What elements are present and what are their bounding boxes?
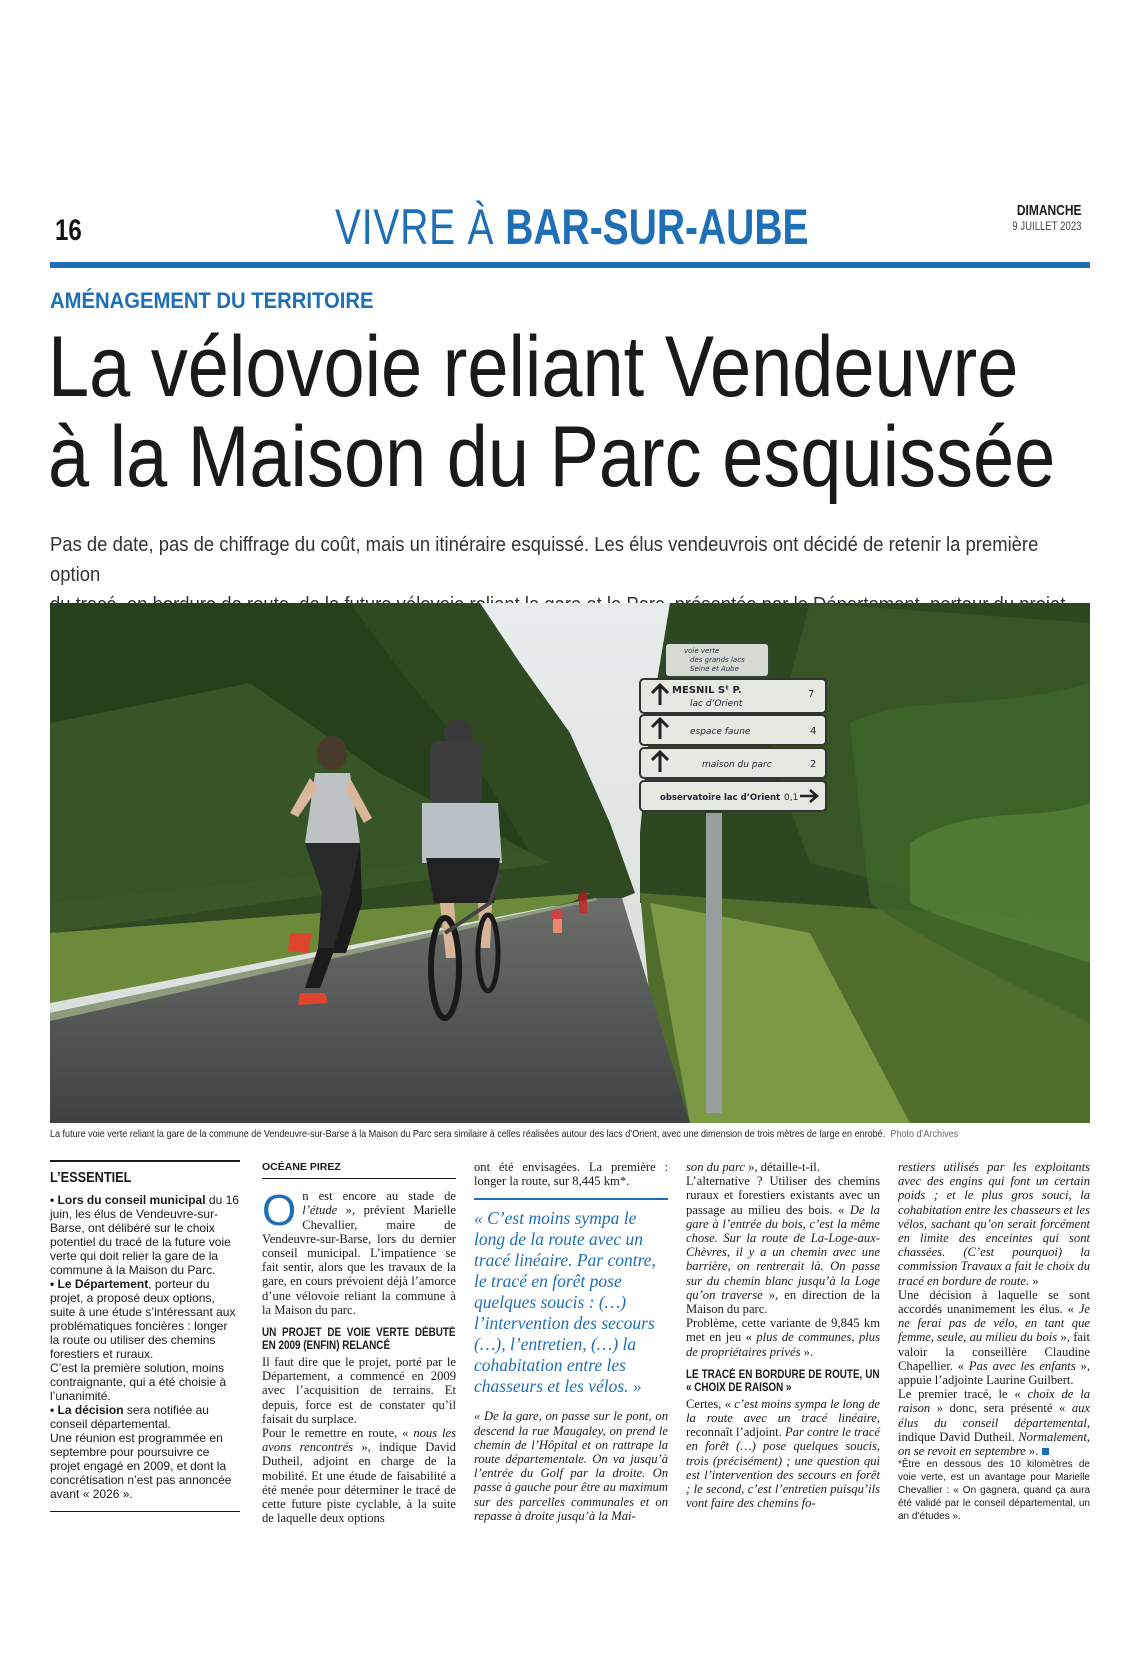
headline-line-2: à la Maison du Parc esquissée bbox=[48, 409, 1056, 505]
col4-p4-it2: Par contre le tracé en forêt (…) pose quelques soucis, trois (précisément) ; une question qui est l’intervention des secours en forêt ; le second, c’est l’entretien puisqu’ils vont faire des chemins fo- bbox=[686, 1425, 881, 1511]
sign-4-label: observatoire lac d’Orient bbox=[660, 793, 781, 803]
section-title bbox=[335, 199, 809, 255]
end-mark-icon bbox=[1042, 1448, 1049, 1455]
col4-p3-it: plus de communes, plus de propriétaires privés bbox=[686, 1330, 880, 1359]
article-column-3 bbox=[474, 1160, 668, 1523]
bullet-3-text: sera notifiée au conseil départemental. bbox=[50, 1403, 209, 1432]
drop-cap: O bbox=[262, 1186, 297, 1236]
col2-subhead: UN PROJET DE VOIE VERTE DÉBUTÉ EN 2009 (ENFIN) RELANCÉ bbox=[262, 1327, 456, 1353]
article-column-4 bbox=[686, 1160, 880, 1510]
col5-p3-c: , indique David Dutheil. bbox=[898, 1415, 1090, 1444]
footnote: *Être en dessous des 10 kilomètres de voie verte, est un avantage pour Marielle Chevallier : « On gagnera, quand ça aura été validé par le conseil départemental, un an d’études ». bbox=[898, 1459, 1090, 1523]
bullet-3-lead: • La décision bbox=[50, 1403, 124, 1418]
article-photo bbox=[50, 603, 1090, 1123]
col5-p2-it2: Pas avec les enfants bbox=[968, 1358, 1076, 1373]
col4-p2 bbox=[686, 1174, 880, 1316]
col4-p2-a: L’alternative ? Utiliser des chemins ruraux et forestiers existants avec un passage au milieu des bois. « bbox=[686, 1174, 880, 1217]
col5-p3-d: ». bbox=[1025, 1444, 1039, 1459]
sign-top-3: Seine et Aube bbox=[690, 665, 739, 673]
article-column-2 bbox=[262, 1160, 456, 1525]
col5-p1-b: » bbox=[1029, 1273, 1039, 1288]
col4-p4-b: , reconnaît l’adjoint. bbox=[686, 1411, 880, 1440]
col4-p3 bbox=[686, 1316, 880, 1359]
issue-date-full: 9 JUILLET 2023 bbox=[1012, 219, 1082, 233]
page-header bbox=[50, 190, 1090, 260]
col5-p2-c: », appuie l’adjointe Laurine Guilbert. bbox=[898, 1358, 1090, 1388]
article-column-5 bbox=[898, 1160, 1090, 1523]
photo-illustration bbox=[50, 603, 1090, 1123]
col4-p2-b: », en direction de la Maison du parc. bbox=[686, 1287, 880, 1317]
essentiel-bullet-1 bbox=[50, 1193, 240, 1277]
col3-p2: « De la gare, on passe sur le pont, on descend la rue Maugaley, on prend le chemin de l’Hôpital et on rattrape la route départementale. On va jusqu’à l’entrée du Golf par la droite. On passe à gauche pour être au maximum sur des parcelles communales et on repasse à droite jusqu’à la Mai- bbox=[474, 1409, 669, 1523]
caption-text: La future voie verte reliant la gare de la commune de Vendeuvre-sur-Barse à la Maison du Parc sera similaire à celles réalisées autour des lacs d’Orient, avec une dimension de trois mètres de large en enrobé. bbox=[50, 1128, 886, 1140]
essentiel-box bbox=[50, 1160, 240, 1512]
essentiel-bullet-2 bbox=[50, 1277, 240, 1361]
article-kicker: AMÉNAGEMENT DU TERRITOIRE bbox=[50, 288, 374, 313]
photo-caption bbox=[50, 1128, 959, 1140]
issue-day: DIMANCHE bbox=[1017, 202, 1082, 219]
section-title-bold: BAR-SUR-AUBE bbox=[505, 199, 809, 255]
col2-p1 bbox=[262, 1186, 456, 1317]
col4-p1-a: », détaille-t-il. bbox=[745, 1160, 820, 1174]
col4-p1-it: son du parc bbox=[686, 1160, 746, 1174]
col5-p1-it: restiers utilisés par les exploitants avec des engins qui font un certain poids ; et le plus gros souci, la cohabitation entre les chasseurs et les vélos, sachant qu’on serait forcément en limite des enceintes qui sont chassées. (C’est pourquoi) la commission Travaux a fait le choix du tracé en bordure de route. bbox=[898, 1160, 1090, 1288]
page-number: 16 bbox=[55, 214, 82, 247]
issue-date bbox=[995, 202, 1082, 233]
sign-3-dist: 2 bbox=[810, 759, 817, 770]
col5-p2-it: Je ne ferai pas de vélo, en tant que femme, seule, au milieu du bois bbox=[898, 1302, 1090, 1345]
col2-p1-b: », prévient Marielle Chevallier, maire de Vendeuvre-sur-Barse, lors du dernier conseil municipal. L’impatience se fait sentir, alors que les travaux de la gare, en cours prévoient déjà l’amorce d’une vélovoie reliant la commune à la Maison du parc. bbox=[262, 1203, 456, 1317]
essentiel-bullet-2-extra: C’est la première solution, moins contraignante, qui a été choisie à l’unanimité. bbox=[50, 1361, 227, 1404]
col4-subhead: LE TRACÉ EN BORDURE DE ROUTE, UN « CHOIX DE RAISON » bbox=[686, 1368, 880, 1394]
col2-p2: Il faut dire que le projet, porté par le Département, a commencé en 2009 avec l’acquisition de terrains. Et depuis, force est de constater qu’il faisait du surplace. bbox=[262, 1355, 456, 1426]
col2-p3 bbox=[262, 1426, 456, 1525]
bullet-1-text: du 16 juin, les élus de Vendeuvre-sur-Barse, ont délibéré sur le choix potentiel du tracé de la future voie verte qui doit relier la gare de la commune à la Maison du Parc. bbox=[50, 1193, 239, 1278]
col2-p3-it: nous les avons rencontrés bbox=[262, 1426, 456, 1455]
section-title-light: VIVRE À bbox=[335, 199, 495, 255]
sign-top-2: des grands lacs bbox=[690, 656, 745, 664]
col5-p2-a: Une décision à laquelle se sont accordés unanimement les élus. « bbox=[898, 1287, 1090, 1317]
col5-p3 bbox=[898, 1387, 1090, 1458]
col4-p2-it: De la gare à l’entrée du bois, c’est la même chose. Sur la route de La-Loge-aux-Chèvres, il y a un chemin avec une barrière, on rentrerait là. On passe sur du chemin blanc jusqu’à la Loge qu’on traverse bbox=[686, 1202, 880, 1302]
header-rule bbox=[50, 262, 1090, 268]
sign-1-sub: lac d’Orient bbox=[690, 699, 743, 709]
col2-p3-a: Pour le remettre en route, « bbox=[262, 1426, 414, 1441]
col5-p2-b: », fait valoir la conseillère Claudine Chapellier. « bbox=[898, 1330, 1090, 1373]
sign-3-label: maison du parc bbox=[702, 760, 772, 770]
col2-p1-it: l’étude bbox=[302, 1203, 338, 1218]
col2-p1-a: n est encore au stade de bbox=[302, 1189, 456, 1204]
sign-1-label: MESNIL Sᵗ P. bbox=[672, 685, 742, 696]
col5-p3-b: » donc, sera présenté « bbox=[930, 1401, 1072, 1416]
photo-credit: Photo d’Archives bbox=[890, 1128, 959, 1140]
essentiel-rule-top bbox=[50, 1160, 240, 1162]
bullet-2-text: , porteur du projet, a proposé deux options, suite à une étude s’intéressant aux problématiques foncières : longer la route ou utiliser des chemins forestiers et ruraux. bbox=[50, 1277, 236, 1362]
lead-line-1: Pas de date, pas de chiffrage du coût, mais un itinéraire esquissé. Les élus vendeuvrois ont décidé de retenir la première option bbox=[50, 533, 1039, 586]
col2-p3-b: », indique David Dutheil, adjoint en charge de la mobilité. Et une étude de faisabilité a été menée pour déterminer le tracé de cette future piste cyclable, à la suite de laquelle deux options bbox=[262, 1440, 456, 1526]
col5-p3-it2: aux élus du conseil départemental bbox=[898, 1401, 1090, 1430]
col5-p3-it3: Normalement, on se revoit en septembre bbox=[898, 1429, 1090, 1459]
col4-p3-a: Problème, cette variante de 9,845 km met en jeu « bbox=[686, 1316, 880, 1345]
col5-p3-it: choix de la raison bbox=[898, 1387, 1090, 1416]
essentiel-bullet-3-extra: Une réunion est programmée en septembre pour poursuivre ce projet engagé en 2009, et dont la concrétisation n’est pas annoncée avant « 2026 ». bbox=[50, 1431, 232, 1502]
headline-line-1: La vélovoie reliant Vendeuvre bbox=[48, 319, 1019, 415]
sign-2-label: espace faune bbox=[690, 727, 751, 737]
col5-p2 bbox=[898, 1288, 1090, 1387]
col5-p1 bbox=[898, 1160, 1090, 1288]
bullet-2-lead: • Le Département bbox=[50, 1277, 149, 1292]
col5-p3-a: Le premier tracé, le « bbox=[898, 1387, 1028, 1402]
col4-p1 bbox=[686, 1160, 880, 1174]
essentiel-bullet-3 bbox=[50, 1403, 240, 1431]
pull-quote: « C’est moins sympa le long de la route avec un tracé linéaire. Par contre, le tracé en forêt pose quelques soucis : (…) l’intervention des secours (…), l’entretien, (…) la cohabitation entre les chasseurs et les vélos. » bbox=[474, 1198, 668, 1397]
bullet-1-lead: • Lors du conseil municipal bbox=[50, 1193, 206, 1208]
byline: OCÉANE PIREZ bbox=[262, 1160, 456, 1179]
sign-top-1: voie verte bbox=[684, 647, 720, 655]
col4-p4-it1: c’est moins sympa le long de la route avec un tracé linéaire bbox=[686, 1396, 880, 1426]
sign-2-dist: 4 bbox=[810, 726, 817, 737]
article-headline bbox=[48, 319, 1056, 505]
col4-p4-a: Certes, « bbox=[686, 1396, 735, 1411]
col4-p4 bbox=[686, 1397, 880, 1511]
essentiel-rule-bottom bbox=[50, 1511, 240, 1512]
col3-p1: ont été envisagées. La première : longer la route, sur 8,445 km*. bbox=[474, 1160, 668, 1189]
col4-p3-b: ». bbox=[800, 1344, 814, 1359]
essentiel-title: L’ESSENTIEL bbox=[50, 1169, 132, 1186]
sign-1-dist: 7 bbox=[808, 689, 815, 700]
sign-4-dist: 0,1 bbox=[784, 793, 799, 803]
